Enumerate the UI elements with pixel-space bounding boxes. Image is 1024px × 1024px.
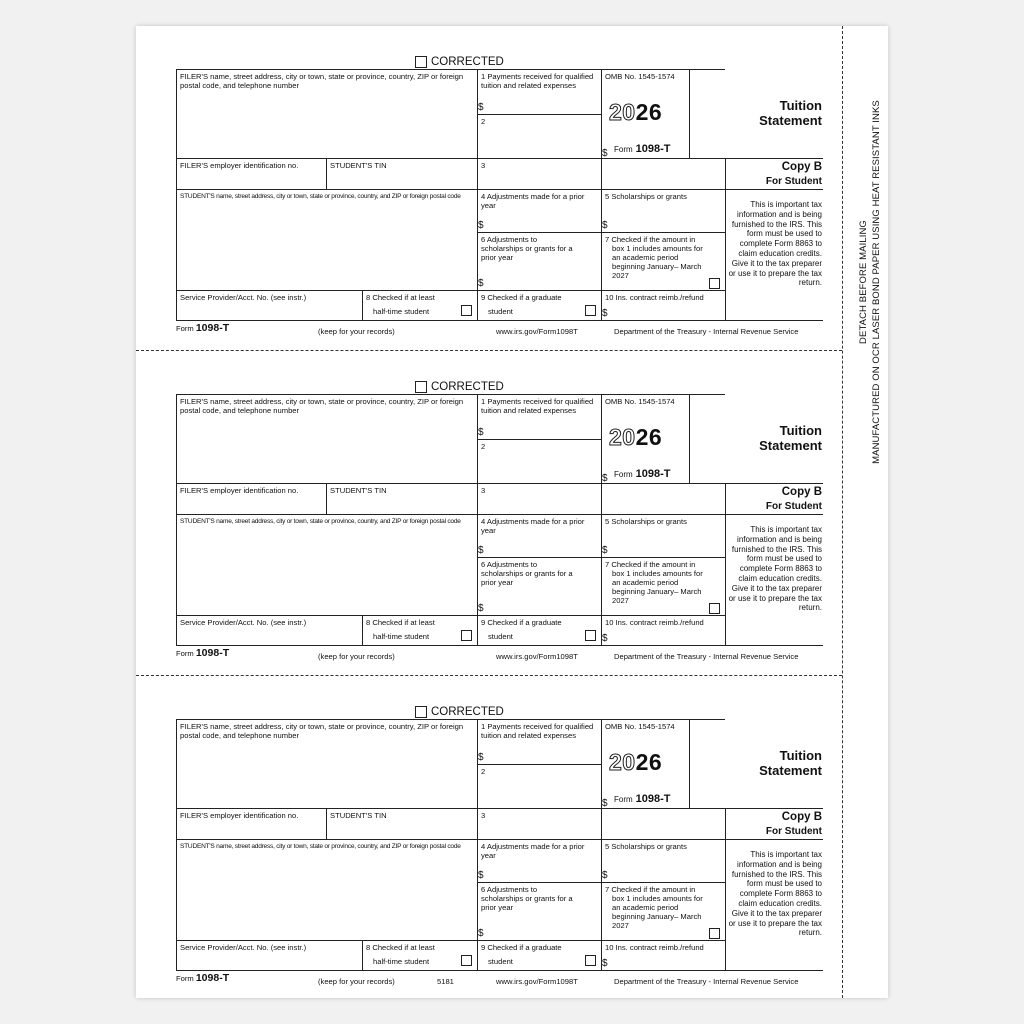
box3-label: 3 — [481, 161, 486, 170]
service-provider-label: Service Provider/Acct. No. (see instr.) — [180, 618, 307, 627]
box9-label: 9 Checked if a graduate — [481, 293, 562, 302]
form-1098t-copy-b — [0, 325, 1024, 661]
omb-number: OMB No. 1545-1574 — [605, 397, 675, 406]
corrected-label: CORRECTED — [431, 381, 504, 393]
checkbox-icon[interactable] — [415, 706, 427, 718]
form-title: Tuition Statement — [759, 748, 822, 778]
footer-form-number: Form 1098-T — [176, 322, 230, 334]
box7-label: 7 Checked if the amount in box 1 includes amounts for an academic period beginning January– March 2027 — [605, 235, 703, 280]
box1-label: 1 Payments received for qualified tuition and related expenses — [481, 722, 594, 740]
box8-checkbox[interactable] — [461, 955, 472, 966]
box3-dollar-top: $ — [602, 798, 608, 809]
box5-label: 5 Scholarships or grants — [605, 192, 687, 201]
box9-label: 9 Checked if a graduate — [481, 618, 562, 627]
box9-sublabel: student — [488, 632, 513, 641]
checkbox-icon[interactable] — [415, 381, 427, 393]
filer-name-label: FILER'S name, street address, city or town, state or province, country, ZIP or foreign postal code, and telephone number — [180, 72, 464, 90]
box7-label: 7 Checked if the amount in box 1 includes amounts for an academic period beginning January– March 2027 — [605, 560, 703, 605]
box10-dollar: $ — [602, 308, 608, 319]
important-notice: This is important tax information and is being furnished to the IRS. This form must be used to complete Form 8863 to claim education credits. Give it to the tax preparer or use it to prepare the tax return. — [728, 850, 822, 938]
box10-dollar: $ — [602, 633, 608, 644]
student-name-label: STUDENT'S name, street address, city or town, state or province, country, and ZIP or foreign postal code — [180, 518, 461, 525]
checkbox-icon[interactable] — [415, 56, 427, 68]
box6-label: 6 Adjustments to scholarships or grants for a prior year — [481, 235, 573, 262]
box6-label: 6 Adjustments to scholarships or grants for a prior year — [481, 560, 573, 587]
box1-dollar: $ — [478, 752, 484, 763]
form-number-tag: Form 1098-T — [614, 793, 671, 805]
box4-dollar: $ — [478, 545, 484, 556]
box10-dollar: $ — [602, 958, 608, 969]
corrected-checkbox[interactable] — [415, 706, 504, 718]
box8-checkbox[interactable] — [461, 305, 472, 316]
box10-label: 10 Ins. contract reimb./refund — [605, 293, 704, 302]
for-student-label: For Student — [765, 501, 822, 512]
box8-sublabel: half-time student — [373, 632, 430, 641]
box9-checkbox[interactable] — [585, 305, 596, 316]
form-number-tag: Form 1098-T — [614, 143, 671, 155]
important-notice: This is important tax information and is being furnished to the IRS. This form must be used to complete Form 8863 to claim education credits. Give it to the tax preparer or use it to prepare the tax return. — [728, 200, 822, 288]
filer-ein-label: FILER'S employer identification no. — [180, 486, 299, 495]
copy-label: Copy B — [781, 486, 822, 498]
box1-label: 1 Payments received for qualified tuition and related expenses — [481, 397, 594, 415]
student-name-label: STUDENT'S name, street address, city or town, state or province, country, and ZIP or foreign postal code — [180, 843, 461, 850]
box5-label: 5 Scholarships or grants — [605, 842, 687, 851]
box5-dollar: $ — [602, 870, 608, 881]
irs-url: www.irs.gov/Form1098T — [496, 652, 578, 661]
omb-number: OMB No. 1545-1574 — [605, 72, 675, 81]
form-title: Tuition Statement — [759, 98, 822, 128]
corrected-checkbox[interactable] — [415, 381, 504, 393]
copy-label: Copy B — [781, 811, 822, 823]
box3-dollar-top: $ — [602, 148, 608, 159]
box9-label: 9 Checked if a graduate — [481, 943, 562, 952]
copy-label: Copy B — [781, 161, 822, 173]
box4-dollar: $ — [478, 220, 484, 231]
box7-checkbox[interactable] — [709, 603, 720, 614]
tax-year: 2026 — [609, 424, 663, 450]
corrected-label: CORRECTED — [431, 706, 504, 718]
department-label: Department of the Treasury - Internal Revenue Service — [614, 327, 799, 336]
student-tin-label: STUDENT'S TIN — [330, 161, 387, 170]
department-label: Department of the Treasury - Internal Revenue Service — [614, 652, 799, 661]
form-code: 5181 — [437, 977, 454, 986]
box3-label: 3 — [481, 811, 486, 820]
corrected-label: CORRECTED — [431, 56, 504, 68]
student-tin-label: STUDENT'S TIN — [330, 811, 387, 820]
box6-dollar: $ — [478, 928, 484, 939]
corrected-checkbox[interactable] — [415, 56, 504, 68]
box5-label: 5 Scholarships or grants — [605, 517, 687, 526]
important-notice: This is important tax information and is being furnished to the IRS. This form must be used to complete Form 8863 to claim education credits. Give it to the tax preparer or use it to prepare the tax return. — [728, 525, 822, 613]
keep-for-records: (keep for your records) — [318, 977, 395, 986]
department-label: Department of the Treasury - Internal Revenue Service — [614, 977, 799, 986]
box2-label: 2 — [481, 442, 486, 451]
box8-label: 8 Checked if at least — [366, 618, 435, 627]
form-1098t-copy-b — [0, 650, 1024, 986]
filer-name-label: FILER'S name, street address, city or town, state or province, country, ZIP or foreign postal code, and telephone number — [180, 397, 464, 415]
filer-ein-label: FILER'S employer identification no. — [180, 161, 299, 170]
box3-dollar-top: $ — [602, 473, 608, 484]
for-student-label: For Student — [765, 176, 822, 187]
box7-checkbox[interactable] — [709, 928, 720, 939]
box8-sublabel: half-time student — [373, 307, 430, 316]
box4-label: 4 Adjustments made for a prior year — [481, 192, 585, 210]
box8-label: 8 Checked if at least — [366, 943, 435, 952]
irs-url: www.irs.gov/Form1098T — [496, 327, 578, 336]
box1-dollar: $ — [478, 102, 484, 113]
filer-ein-label: FILER'S employer identification no. — [180, 811, 299, 820]
filer-name-label: FILER'S name, street address, city or town, state or province, country, ZIP or foreign postal code, and telephone number — [180, 722, 464, 740]
box8-label: 8 Checked if at least — [366, 293, 435, 302]
box8-sublabel: half-time student — [373, 957, 430, 966]
student-tin-label: STUDENT'S TIN — [330, 486, 387, 495]
box9-sublabel: student — [488, 307, 513, 316]
box10-label: 10 Ins. contract reimb./refund — [605, 618, 704, 627]
service-provider-label: Service Provider/Acct. No. (see instr.) — [180, 293, 307, 302]
form-1098t-copy-b — [0, 0, 1024, 336]
box4-dollar: $ — [478, 870, 484, 881]
box2-label: 2 — [481, 117, 486, 126]
box9-sublabel: student — [488, 957, 513, 966]
box2-label: 2 — [481, 767, 486, 776]
box7-label: 7 Checked if the amount in box 1 includes amounts for an academic period beginning January– March 2027 — [605, 885, 703, 930]
keep-for-records: (keep for your records) — [318, 652, 395, 661]
form-title: Tuition Statement — [759, 423, 822, 453]
detach-notice: DETACH BEFORE MAILING — [858, 220, 869, 344]
box6-label: 6 Adjustments to scholarships or grants for a prior year — [481, 885, 573, 912]
student-name-label: STUDENT'S name, street address, city or town, state or province, country, and ZIP or foreign postal code — [180, 193, 461, 200]
irs-url: www.irs.gov/Form1098T — [496, 977, 578, 986]
box1-dollar: $ — [478, 427, 484, 438]
box9-checkbox[interactable] — [585, 630, 596, 641]
tax-year: 2026 — [609, 749, 663, 775]
for-student-label: For Student — [765, 826, 822, 837]
tax-year: 2026 — [609, 99, 663, 125]
box3-label: 3 — [481, 486, 486, 495]
box6-dollar: $ — [478, 603, 484, 614]
box4-label: 4 Adjustments made for a prior year — [481, 842, 585, 860]
box7-checkbox[interactable] — [709, 278, 720, 289]
box6-dollar: $ — [478, 278, 484, 289]
footer-form-number: Form 1098-T — [176, 972, 230, 984]
footer-form-number: Form 1098-T — [176, 647, 230, 659]
form-number-tag: Form 1098-T — [614, 468, 671, 480]
omb-number: OMB No. 1545-1574 — [605, 722, 675, 731]
keep-for-records: (keep for your records) — [318, 327, 395, 336]
service-provider-label: Service Provider/Acct. No. (see instr.) — [180, 943, 307, 952]
paper-notice: MANUFACTURED ON OCR LASER BOND PAPER USING HEAT RESISTANT INKS — [871, 100, 882, 464]
box8-checkbox[interactable] — [461, 630, 472, 641]
box5-dollar: $ — [602, 545, 608, 556]
box4-label: 4 Adjustments made for a prior year — [481, 517, 585, 535]
box1-label: 1 Payments received for qualified tuition and related expenses — [481, 72, 594, 90]
box10-label: 10 Ins. contract reimb./refund — [605, 943, 704, 952]
box5-dollar: $ — [602, 220, 608, 231]
box9-checkbox[interactable] — [585, 955, 596, 966]
